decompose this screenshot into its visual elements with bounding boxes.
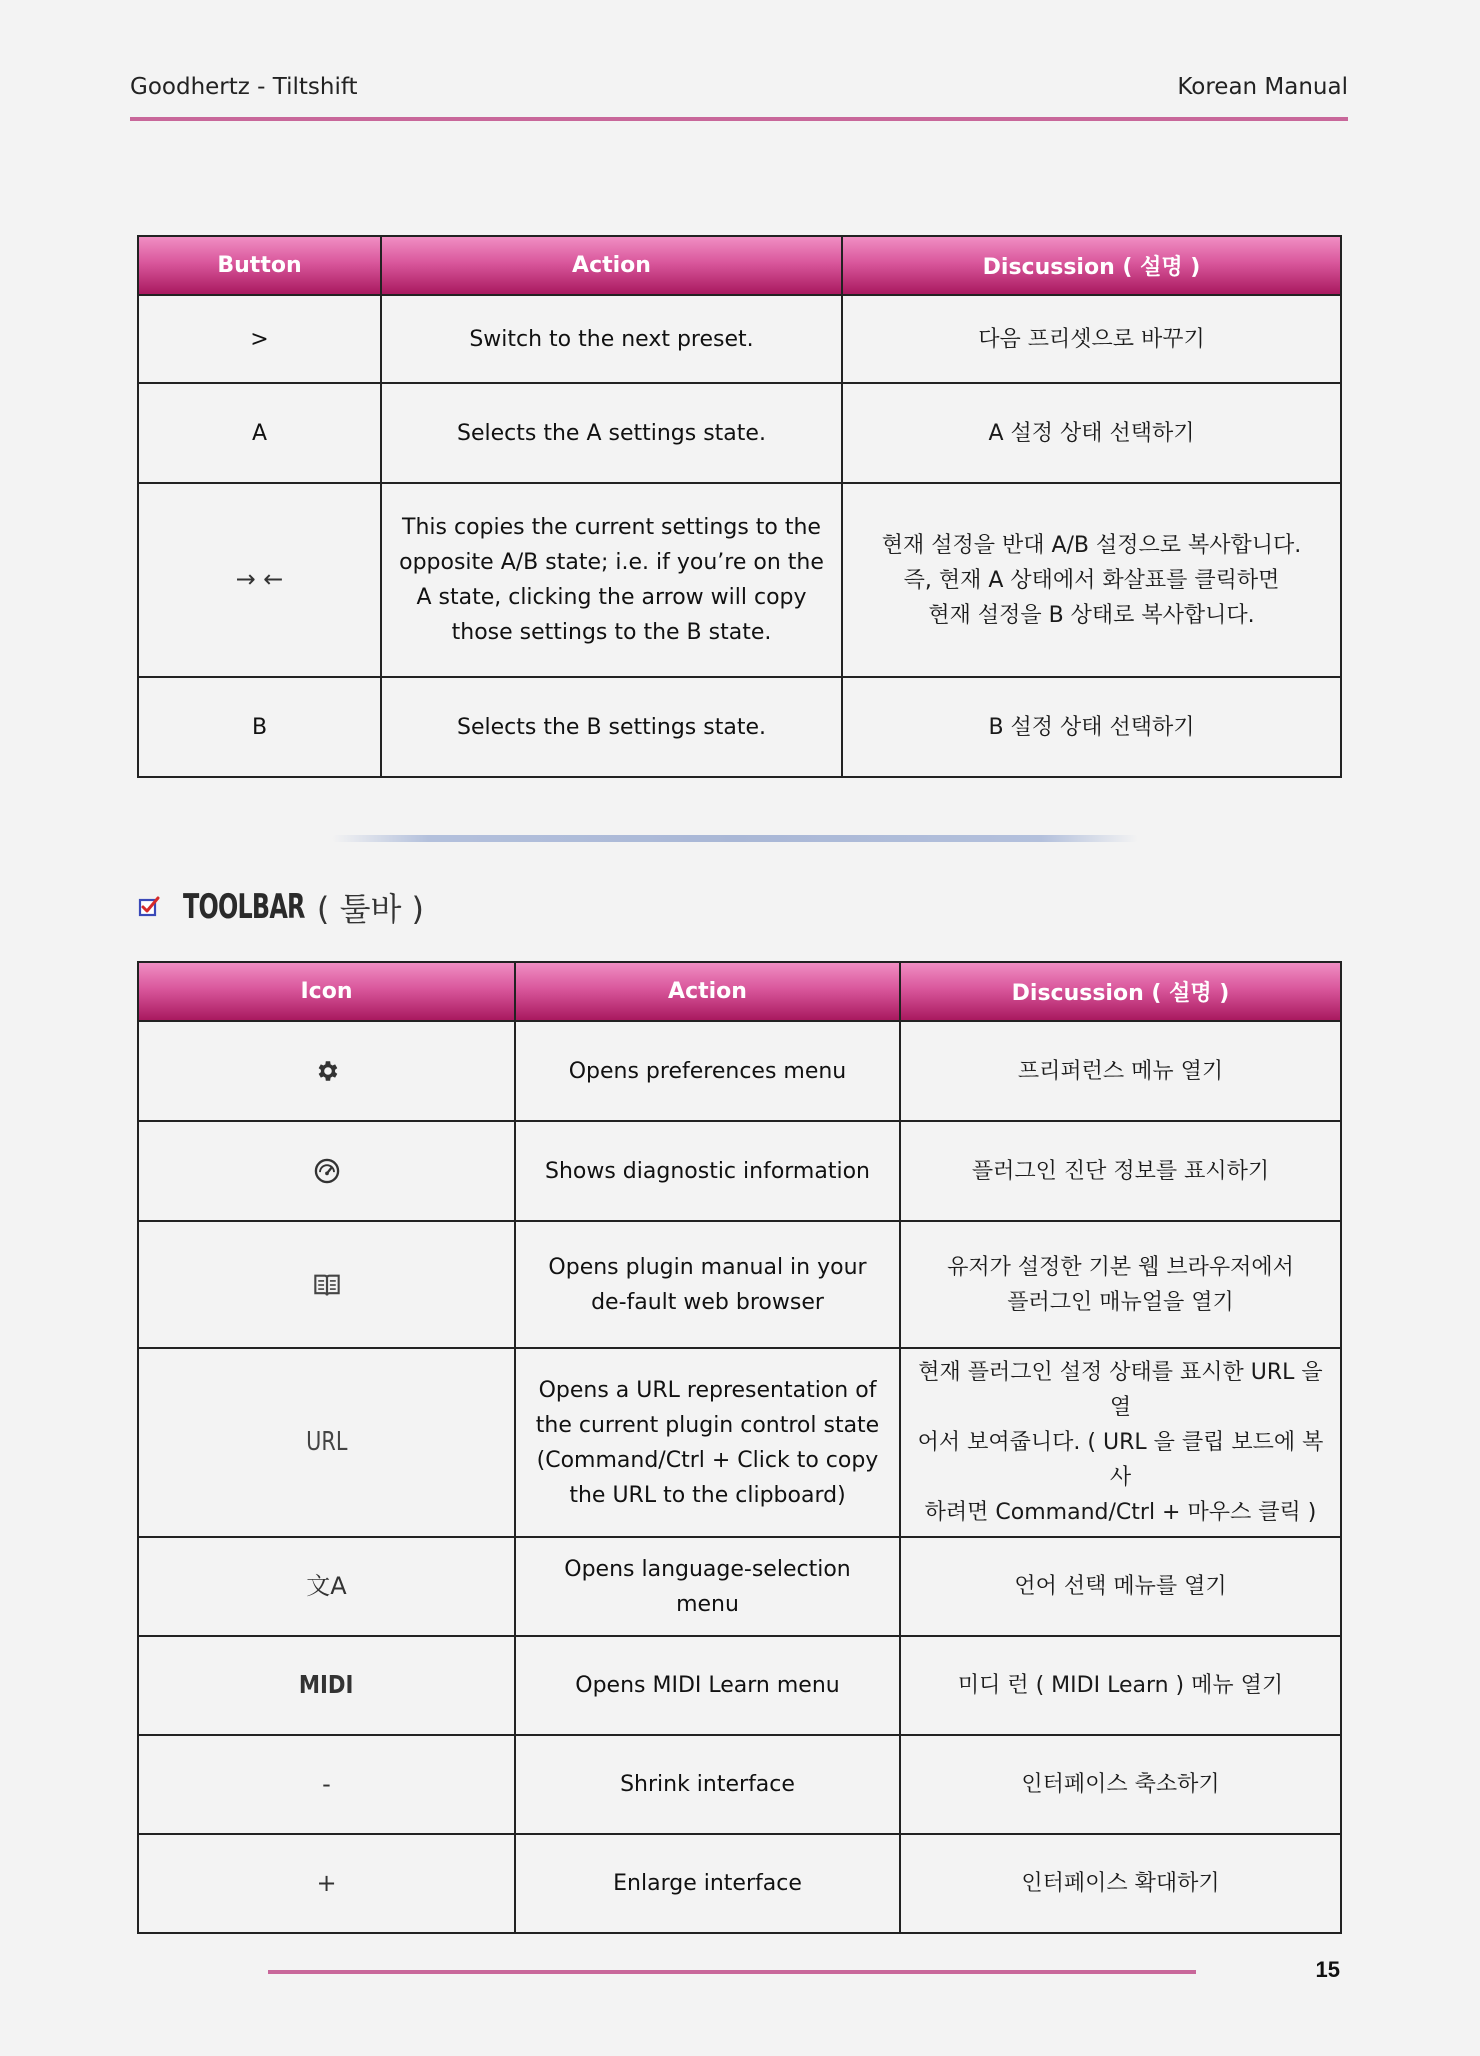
footer-rule [268,1970,1196,1974]
action-cell: Switch to the next preset. [381,295,842,383]
header-left: Goodhertz - Tiltshift [130,74,358,100]
button-table-header [138,236,1341,295]
toolbar-section-title [137,882,424,932]
icon-cell [138,1735,515,1834]
col-header-discussion: Discussion ( 설명 ) [842,236,1341,295]
url-icon: URL [305,1426,348,1457]
discussion-cell: A 설정 상태 선택하기 [842,383,1341,483]
gear-icon [314,1058,340,1084]
section-title-ko: ( 툴바 ) [316,890,425,928]
action-cell: Selects the B settings state. [381,677,842,777]
discussion-cell: 다음 프리셋으로 바꾸기 [842,295,1341,383]
col-header-icon: Icon [138,962,515,1021]
action-cell: Opens preferences menu [515,1021,900,1121]
discussion-cell: 인터페이스 축소하기 [900,1735,1341,1834]
checkbox-checked-icon [137,895,161,919]
discussion-cell: 유저가 설정한 기본 웹 브라우저에서 플러그인 매뉴얼을 열기 [900,1221,1341,1348]
action-cell: Opens a URL representation of the current plugin control state (Command/Ctrl + Click to copy the URL to the clipboard) [515,1348,900,1537]
header-rule [130,117,1348,121]
table-row [138,1348,1341,1537]
gauge-icon [313,1157,341,1185]
icon-cell [138,1537,515,1636]
col-header-action: Action [381,236,842,295]
table-row [138,1537,1341,1636]
icon-cell [138,1348,515,1537]
action-cell: Shows diagnostic information [515,1121,900,1221]
table-row [138,677,1341,777]
section-separator [332,835,1138,842]
action-cell: This copies the current settings to the opposite A/B state; i.e. if you’re on the A state, clicking the arrow will copy those settings to the B state. [381,483,842,677]
action-cell: Enlarge interface [515,1834,900,1933]
button-cell [138,483,381,677]
table-row [138,1636,1341,1735]
midi-icon: MIDI [299,1670,354,1699]
col-header-discussion: Discussion ( 설명 ) [900,962,1341,1021]
toolbar-table [137,961,1342,1934]
action-cell: Opens plugin manual in your de-fault web browser [515,1221,900,1348]
col-header-action: Action [515,962,900,1021]
table-row [138,1834,1341,1933]
action-cell: Opens MIDI Learn menu [515,1636,900,1735]
discussion-cell: 미디 런 ( MIDI Learn ) 메뉴 열기 [900,1636,1341,1735]
discussion-cell: 현재 플러그인 설정 상태를 표시한 URL 을 열 어서 보여줍니다. ( URL 을 클립 보드에 복사 하려면 Command/Ctrl + 마우스 클릭 ) [900,1348,1341,1537]
discussion-cell: 프리퍼런스 메뉴 열기 [900,1021,1341,1121]
page-header [130,74,1348,100]
action-cell: Opens language-selection menu [515,1537,900,1636]
icon-cell [138,1834,515,1933]
section-title-en: TOOLBAR [183,887,305,927]
action-cell: Selects the A settings state. [381,383,842,483]
icon-cell [138,1021,515,1121]
book-icon [313,1272,341,1298]
button-cell: > [138,295,381,383]
table-row [138,295,1341,383]
table-row [138,383,1341,483]
minus-icon: - [322,1769,331,1798]
col-header-button: Button [138,236,381,295]
page-number: 15 [1315,1957,1340,1982]
button-table [137,235,1342,778]
discussion-cell: 현재 설정을 반대 A/B 설정으로 복사합니다. 즉, 현재 A 상태에서 화살표를 클릭하면 현재 설정을 B 상태로 복사합니다. [842,483,1341,677]
table-row [138,1735,1341,1834]
action-cell: Shrink interface [515,1735,900,1834]
discussion-cell: 인터페이스 확대하기 [900,1834,1341,1933]
button-cell: B [138,677,381,777]
icon-cell [138,1636,515,1735]
discussion-cell: 플러그인 진단 정보를 표시하기 [900,1121,1341,1221]
icon-cell [138,1121,515,1221]
icon-cell [138,1221,515,1348]
plus-icon: + [316,1868,337,1897]
table-row [138,1221,1341,1348]
table-row [138,1021,1341,1121]
discussion-cell: B 설정 상태 선택하기 [842,677,1341,777]
table-row [138,483,1341,677]
discussion-cell: 언어 선택 메뉴를 열기 [900,1537,1341,1636]
translate-icon: 文A [306,1571,347,1600]
header-right: Korean Manual [1177,74,1348,100]
toolbar-table-header [138,962,1341,1021]
copy-arrows-icon: → ← [235,565,284,593]
button-cell: A [138,383,381,483]
table-row [138,1121,1341,1221]
